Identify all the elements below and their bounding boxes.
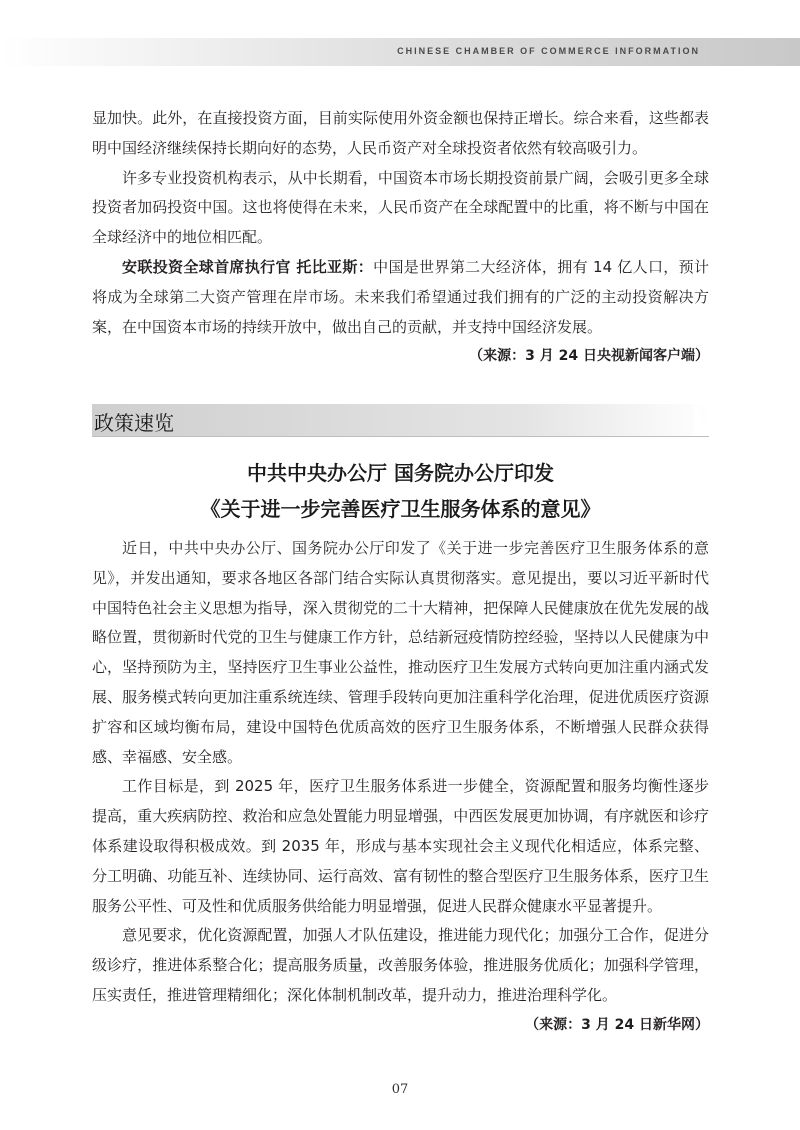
- paragraph: 意见要求，优化资源配置，加强人才队伍建设，推进能力现代化；加强分工合作，促进分级诊疗，推进体系整合化；提高服务质量，改善服务体验，推进服务优质化；加强科学管理，压实责任，推进管理精细化；深化体制机制改革，提升动力，推进治理科学化。: [92, 926, 709, 1004]
- paragraph: [92, 253, 709, 342]
- quote-text: 中国是世界第二大经济体，拥有 14 亿人口，预计将成为全球第二大资产管理在岸市场。未来我们希望通过我们拥有的广泛的主动投资解决方案，在中国资本市场的持续开放中，做出自己的贡献，并支持中国经济发展。: [92, 257, 709, 336]
- speaker-name: 安联投资全球首席执行官 托比亚斯：: [122, 257, 374, 276]
- article-title: [92, 455, 709, 527]
- paragraph: 工作目标是，到 2025 年，医疗卫生服务体系进一步健全，资源配置和服务均衡性逐步提高，重大疾病防控、救治和应急处置能力明显增强，中西医发展更加协调，有序就医和诊疗体系建设取得积极成效。到 2035 年，形成与基本实现社会主义现代化相适应，体系完整、分工明确、功能互补、连续协同、运行高效、富有韧性的整合型医疗卫生服务体系，医疗卫生服务公平性、可及性和优质服务供给能力明显增强，促进人民群众健康水平显著提升。: [92, 777, 709, 915]
- publication-name: CHINESE CHAMBER OF COMMERCE INFORMATION: [397, 46, 700, 56]
- paragraph: 显加快。此外，在直接投资方面，目前实际使用外资金额也保持正增长。综合来看，这些都表明中国经济继续保持长期向好的态势，人民币资产对全球投资者依然有较高吸引力。: [92, 109, 709, 157]
- paragraph: 近日，中共中央办公厅、国务院办公厅印发了《关于进一步完善医疗卫生服务体系的意见》，并发出通知，要求各地区各部门结合实际认真贯彻落实。意见提出，要以习近平新时代中国特色社会主义思想为指导，深入贯彻党的二十大精神，把保障人民健康放在优先发展的战略位置，贯彻新时代党的卫生与健康工作方针，总结新冠疫情防控经验，坚持以人民健康为中心，坚持预防为主，坚持医疗卫生事业公益性，推动医疗卫生发展方式转向更加注重内涵式发展、服务模式转向更加注重系统连续、管理手段转向更加注重科学化治理，促进优质医疗资源扩容和区域均衡布局，建设中国特色优质高效的医疗卫生服务体系，不断增强人民群众获得感、幸福感、安全感。: [92, 539, 709, 766]
- source-line: （来源：3 月 24 日央视新闻客户端）: [469, 348, 709, 365]
- article-body: [92, 534, 709, 1040]
- title-line-2: 《关于进一步完善医疗卫生服务体系的意见》: [200, 497, 601, 521]
- section-title: 政策速览: [94, 411, 174, 435]
- article-top: [92, 104, 709, 371]
- source-line: （来源：3 月 24 日新华网）: [525, 1016, 709, 1033]
- title-line-1: 中共中央办公厅 国务院办公厅印发: [247, 461, 554, 485]
- paragraph: 许多专业投资机构表示，从中长期看，中国资本市场长期投资前景广阔，会吸引更多全球投资者加码投资中国。这也将使得在未来，人民币资产在全球配置中的比重，将不断与中国在全球经济中的地位相匹配。: [92, 168, 709, 247]
- section-header: [92, 404, 709, 437]
- page-number: 07: [391, 1082, 409, 1097]
